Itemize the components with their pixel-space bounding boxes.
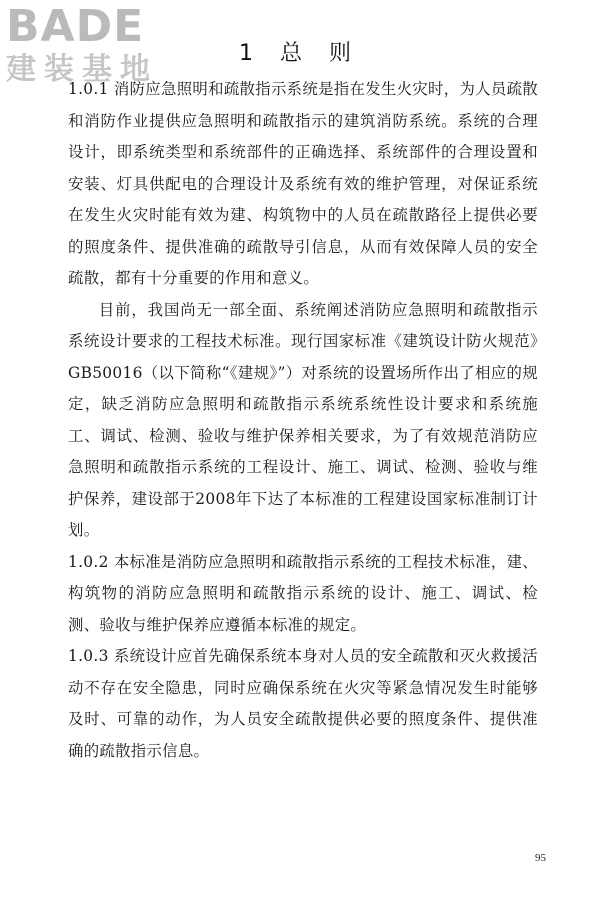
page-number: 95 [535,852,546,864]
paragraph-1-0-2: 1.0.2 本标准是消防应急照明和疏散指示系统的工程技术标准，建、构筑物的消防应急照明和疏散指示系统的设计、施工、调试、检测、验收与维护保养应遵循本标准的规定。 [68,552,538,634]
paragraph-background: 目前，我国尚无一部全面、系统阐述消防应急照明和疏散指示系统设计要求的工程技术标准。现行国家标准《建筑设计防火规范》GB50016（以下简称“《建规》”）对系统的设置场所作出了相应的规定，缺乏消防应急照明和疏散指示系统系统性设计要求和系统施工、调试、检测、验收与维护保养相关要求，为了有效规范消防应急照明和疏散指示系统的工程设计、施工、调试、检测、验收与维护保养，建设部于2008年下达了本标准的工程建设国家标准制订计划。 [68,300,538,539]
page-title: 1 总 则 [239,41,361,66]
paragraph-1-0-3: 1.0.3 系统设计应首先确保系统本身对人员的安全疏散和灭火救援活动不存在安全隐患，同时应确保系统在火灾等紧急情况发生时能够及时、可靠的动作，为人员安全疏散提供必要的照度条件、提供准确的疏散指示信息。 [68,647,538,760]
paragraph-1-0-1: 1.0.1 消防应急照明和疏散指示系统是指在发生火灾时，为人员疏散和消防作业提供应急照明和疏散指示的建筑消防系统。系统的合理设计，即系统类型和系统部件的正确选择、系统部件的合理设置和安装、灯具供配电的合理设计及系统有效的维护管理，对保证系统在发生火灾时能有效为建、构筑物中的人员在疏散路径上提供必要的照度条件、提供准确的疏散导引信息，从而有效保障人员的安全疏散，都有十分重要的作用和意义。 [68,80,538,287]
watermark-brand: BADE [6,1,145,52]
watermark-subtitle: 建装基地 [6,52,158,87]
document-body [68,74,538,767]
